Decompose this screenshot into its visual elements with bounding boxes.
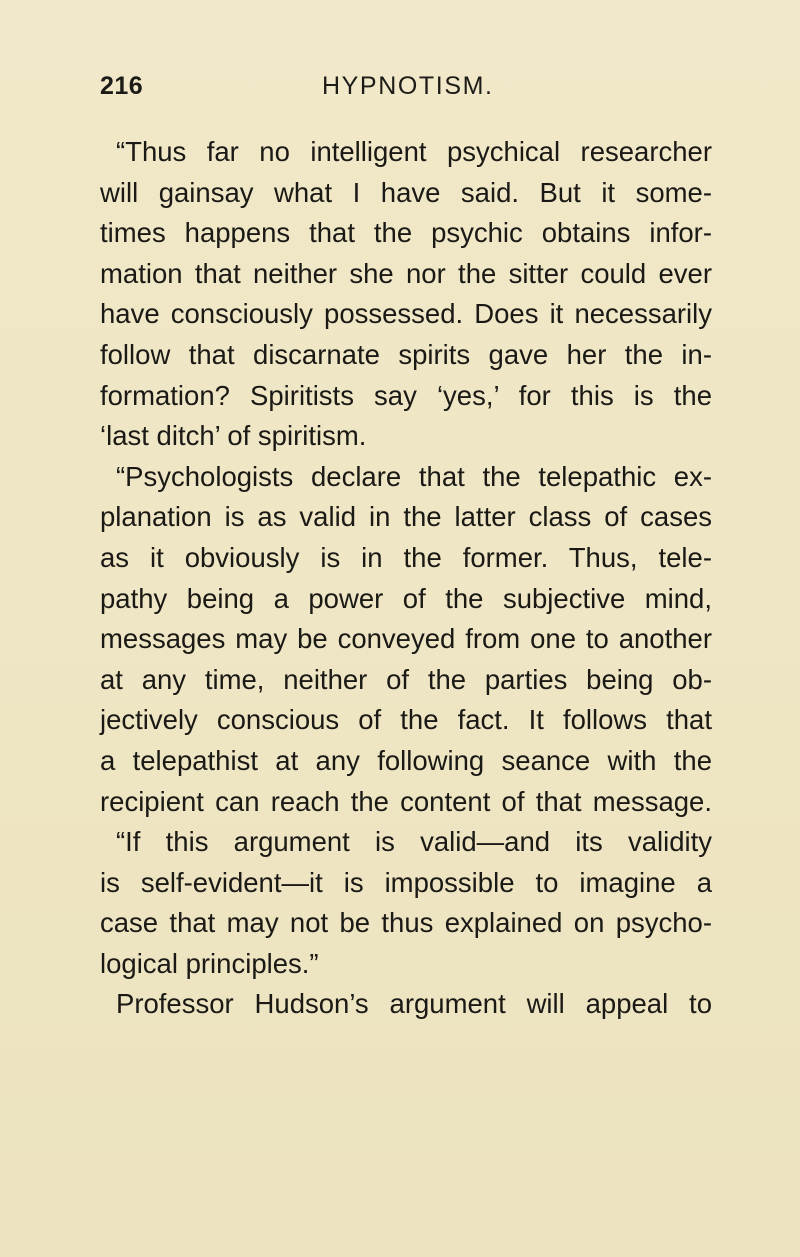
body-text (100, 132, 712, 1025)
text-line: as it obviously is in the former. Thus, tele- (100, 541, 712, 573)
text-line: messages may be conveyed from one to another (100, 623, 712, 655)
text-line: ‘last ditch’ of spiritism. (100, 420, 367, 452)
text-line: follow that discarnate spirits gave her the in- (100, 338, 712, 370)
text-line: formation? Spiritists say ‘yes,’ for this is the (100, 379, 712, 411)
text-line: “Thus far no intelligent psychical researcher (116, 136, 712, 167)
text-line: “Psychologists declare that the telepathic ex- (116, 460, 712, 492)
text-line: is self-evident—it is impossible to imagine a (100, 866, 712, 898)
text-line: mation that neither she nor the sitter could ever (100, 257, 712, 289)
text-line: planation is as valid in the latter class of cases (100, 501, 712, 533)
text-line: a telepathist at any following seance with the (100, 744, 712, 776)
running-title: HYPNOTISM. (322, 72, 494, 100)
text-line: jectively conscious of the fact. It follows that (100, 704, 712, 736)
text-line: will gainsay what I have said. But it some- (100, 176, 712, 208)
running-head (100, 72, 710, 112)
text-line: times happens that the psychic obtains infor- (100, 217, 712, 249)
text-line: Professor Hudson’s argument will appeal to (116, 988, 712, 1020)
page-number: 216 (100, 72, 144, 100)
text-line: recipient can reach the content of that message. (100, 785, 712, 817)
text-line: logical principles.” (100, 947, 319, 979)
text-line: at any time, neither of the parties being ob- (100, 663, 712, 695)
text-line: pathy being a power of the subjective mind, (100, 582, 712, 614)
text-line: have consciously possessed. Does it necessarily (100, 298, 712, 330)
text-line: “If this argument is valid—and its validity (116, 826, 712, 858)
text-line: case that may not be thus explained on psycho- (100, 907, 712, 939)
